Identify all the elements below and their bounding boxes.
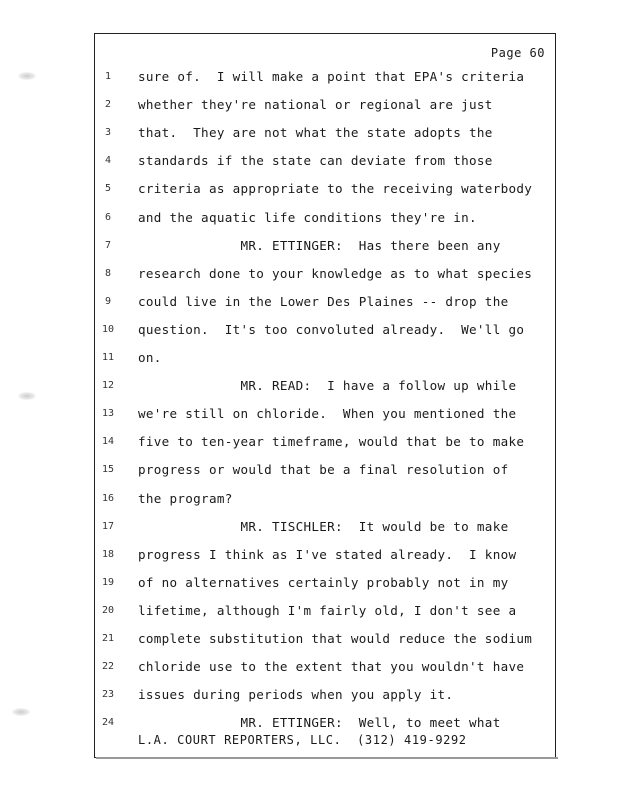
- line-text: on.: [138, 350, 162, 365]
- line-number: 14: [101, 436, 115, 448]
- line-number: 8: [104, 267, 112, 279]
- line-text: we're still on chloride. When you mentioned the: [138, 406, 517, 422]
- line-text: research done to your knowledge as to what species: [138, 265, 533, 281]
- line-text: progress or would that be a final resolution of: [138, 462, 509, 478]
- line-number: 12: [101, 380, 115, 392]
- line-number: 16: [101, 492, 115, 504]
- line-number: 21: [101, 633, 115, 644]
- transcript-line: [0, 603, 619, 623]
- line-number: 24: [101, 717, 115, 729]
- line-number: 17: [101, 520, 115, 532]
- line-text: chloride use to the extent that you wouldn't have: [138, 659, 525, 675]
- transcript-line: [0, 575, 619, 595]
- line-number: 7: [104, 239, 112, 251]
- transcript-line: [0, 434, 619, 454]
- line-number: 19: [101, 576, 115, 588]
- line-number: 3: [104, 127, 112, 139]
- footer-reporter: L.A. COURT REPORTERS, LLC. (312) 419-9292: [138, 733, 467, 747]
- line-text: lifetime, although I'm fairly old, I don't see a: [138, 602, 517, 618]
- page-number: Page 60: [490, 46, 545, 60]
- transcript-line: [0, 491, 619, 511]
- transcript-line: [0, 69, 619, 89]
- line-number: 1: [104, 71, 112, 82]
- line-number: 15: [101, 464, 115, 476]
- line-number: 6: [104, 211, 112, 223]
- transcript-line: [0, 322, 619, 342]
- line-number: 22: [101, 661, 115, 673]
- transcript-line: [0, 97, 619, 117]
- line-number: 4: [104, 155, 112, 167]
- line-text: progress I think as I've stated already. I know: [138, 546, 517, 562]
- transcript-line: [0, 294, 619, 314]
- line-text: issues during periods when you apply it.: [138, 687, 454, 703]
- transcript-line: [0, 687, 619, 707]
- line-text: and the aquatic life conditions they're in.: [138, 209, 477, 225]
- line-text: of no alternatives certainly probably not in my: [138, 574, 509, 590]
- line-text: sure of. I will make a point that EPA's criteria: [138, 69, 525, 84]
- line-text: whether they're national or regional are just: [138, 97, 493, 113]
- line-text: MR. READ: I have a follow up while: [138, 378, 517, 394]
- transcript-line: [0, 238, 619, 258]
- line-number: 9: [104, 295, 112, 307]
- transcript-line: [0, 181, 619, 201]
- line-number: 5: [104, 183, 112, 195]
- line-text: MR. TISCHLER: It would be to make: [138, 518, 509, 534]
- line-number: 13: [101, 408, 115, 420]
- transcript-line: [0, 631, 619, 651]
- transcript-line: [0, 462, 619, 482]
- transcript-line: [0, 547, 619, 567]
- transcript-line: [0, 153, 619, 173]
- line-text: MR. ETTINGER: Has there been any: [138, 237, 501, 253]
- line-text: standards if the state can deviate from those: [138, 153, 493, 169]
- line-text: the program?: [138, 490, 233, 506]
- transcript-line: [0, 378, 619, 398]
- transcript-line: [0, 350, 619, 370]
- page-frame-shadow: [96, 757, 558, 759]
- line-text: complete substitution that would reduce the sodium: [138, 631, 533, 646]
- transcript-line: [0, 210, 619, 230]
- line-text: criteria as appropriate to the receiving waterbody: [138, 181, 533, 197]
- line-text: MR. ETTINGER: Well, to meet what: [138, 715, 501, 731]
- line-number: 2: [104, 99, 112, 111]
- line-number: 23: [101, 689, 115, 701]
- line-number: 20: [101, 604, 115, 616]
- line-text: five to ten-year timeframe, would that be to make: [138, 434, 525, 450]
- line-text: that. They are not what the state adopts the: [138, 125, 493, 141]
- line-text: question. It's too convoluted already. We'll go: [138, 321, 525, 337]
- transcript-line: [0, 519, 619, 539]
- line-text: could live in the Lower Des Plaines -- drop the: [138, 293, 509, 309]
- transcript-line: [0, 266, 619, 286]
- transcript-line: [0, 125, 619, 145]
- transcript-line: [0, 406, 619, 426]
- transcript-line: [0, 659, 619, 679]
- line-number: 10: [101, 323, 115, 335]
- line-number: 18: [101, 548, 115, 560]
- line-number: 11: [101, 352, 115, 363]
